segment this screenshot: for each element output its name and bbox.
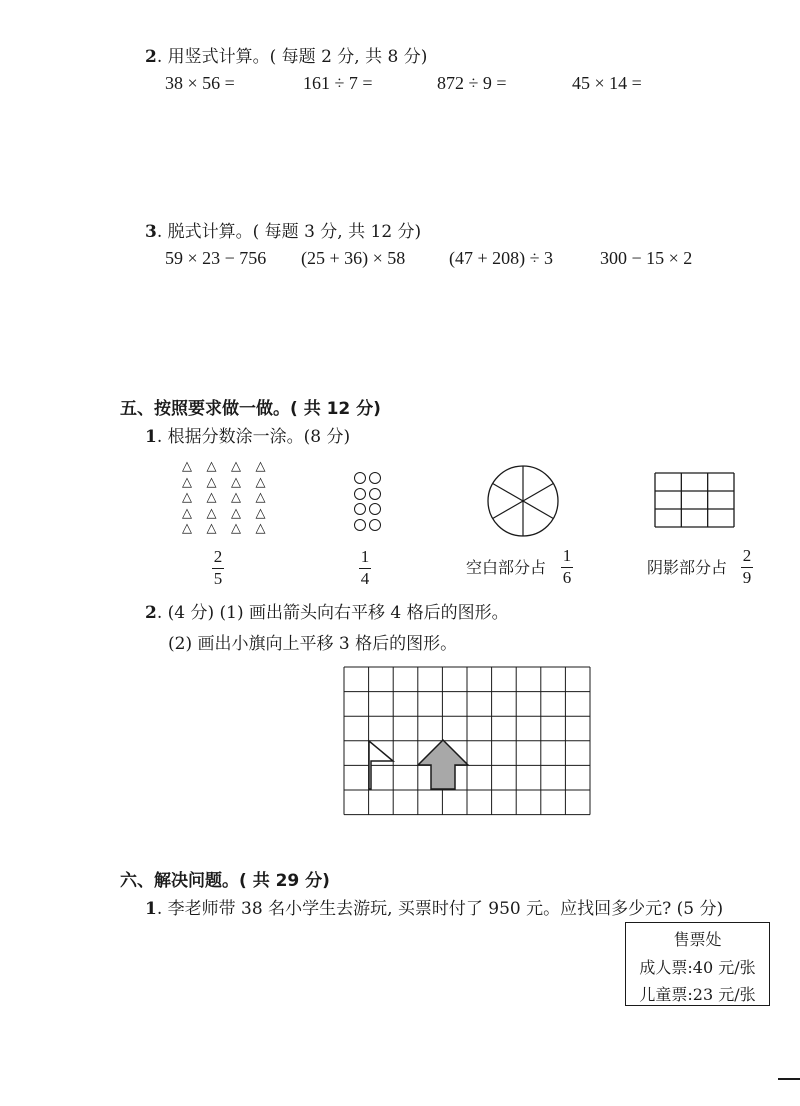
section-5-question-1 [145, 422, 350, 447]
question-text: . 根据分数涂一涂。(8 分) [156, 427, 351, 447]
vertical-calc-problem: 45 × 14 = [572, 73, 642, 93]
question-number: 2 [145, 47, 157, 67]
circle-icon [354, 472, 366, 484]
question-2-heading [145, 42, 427, 67]
triangle-icon: △ [255, 459, 266, 474]
fraction-2-9 [741, 547, 753, 587]
triangle-icon: △ [231, 490, 241, 505]
triangle-icon: △ [206, 490, 217, 505]
fraction-denominator: 5 [213, 568, 223, 588]
question-text: . 脱式计算。( 每题 3 分, 共 12 分) [156, 222, 422, 242]
fraction-1-4 [359, 548, 371, 588]
triangle-icon: △ [206, 474, 217, 490]
fraction-denominator: 6 [562, 567, 572, 587]
question-text: . 李老师带 38 名小学生去游玩, 买票时付了 950 元。应找回多少元? (5 分) [156, 899, 724, 919]
fraction-caption: 阴影部分占 [647, 558, 728, 577]
circle-icon [354, 519, 366, 531]
triangle-icon: △ [231, 474, 241, 490]
section-6-title: 六、解决问题。( 共 29 分) [120, 871, 330, 891]
question-number: 1 [145, 427, 157, 447]
vertical-calc-problem: 161 ÷ 7 = [303, 73, 373, 93]
fraction-numerator: 2 [742, 546, 752, 565]
circle-icon [369, 488, 381, 500]
triangle-icon: △ [206, 459, 217, 474]
triangle-icon: △ [182, 505, 192, 521]
fraction-numerator: 1 [562, 546, 572, 565]
question-number: 1 [145, 899, 157, 919]
question-3-heading [145, 217, 421, 242]
circle-icon [354, 488, 366, 500]
section-5-question-2 [145, 598, 509, 623]
triangle-icon: △ [206, 505, 217, 521]
fraction-2-5 [212, 548, 224, 588]
fraction-denominator: 4 [360, 568, 370, 588]
triangle-icon: △ [182, 490, 192, 505]
section-5-title: 五、按照要求做一做。( 共 12 分) [120, 399, 381, 419]
arrow-shape [418, 740, 468, 789]
fraction-1-6 [561, 547, 573, 587]
triangle-icon: △ [231, 505, 241, 521]
triangle-icon: △ [231, 459, 241, 474]
translation-grid [343, 666, 595, 816]
triangle-icon: △ [255, 521, 266, 536]
question-number: 3 [145, 222, 157, 242]
sector-circle [486, 464, 560, 538]
question-text: . 用竖式计算。( 每题 2 分, 共 8 分) [156, 47, 428, 67]
vertical-calc-problem: 38 × 56 = [165, 73, 235, 93]
fraction-caption: 空白部分占 [466, 558, 547, 577]
step-calc-problem: 300 − 15 × 2 [600, 248, 693, 268]
fraction-denominator: 9 [742, 567, 752, 587]
question-subpart: (2) 画出小旗向上平移 3 格后的图形。 [168, 634, 458, 654]
triangle-icon: △ [255, 505, 266, 521]
adult-ticket-price: 成人票:40 元/张 [639, 958, 756, 977]
triangle-icon: △ [182, 459, 192, 474]
circle-icon [369, 503, 381, 515]
rectangle-grid [654, 472, 735, 528]
circle-icon [369, 519, 381, 531]
triangle-icon: △ [231, 521, 241, 536]
step-calc-problem: 59 × 23 − 756 [165, 248, 267, 268]
page-edge-mark [778, 1078, 800, 1080]
ticket-board-title: 售票处 [673, 930, 722, 949]
triangle-icon: △ [255, 474, 266, 490]
child-ticket-price: 儿童票:23 元/张 [639, 985, 756, 1004]
triangle-icon: △ [206, 521, 217, 536]
question-number: 2 [145, 603, 157, 623]
vertical-calc-problem: 872 ÷ 9 = [437, 73, 507, 93]
grid-lines [344, 667, 590, 815]
triangle-icon: △ [255, 490, 266, 505]
triangle-icon: △ [182, 521, 192, 536]
triangle-icon: △ [182, 474, 192, 490]
fraction-numerator: 2 [213, 547, 223, 566]
circle-icon [354, 503, 366, 515]
fraction-numerator: 1 [360, 547, 370, 566]
circle-icon [369, 472, 381, 484]
ticket-price-board [625, 922, 770, 1006]
step-calc-problem: (47 + 208) ÷ 3 [449, 248, 554, 268]
section-6-question-1 [145, 894, 723, 919]
step-calc-problem: (25 + 36) × 58 [301, 248, 406, 268]
question-text: . (4 分) (1) 画出箭头向右平移 4 格后的图形。 [156, 603, 509, 623]
